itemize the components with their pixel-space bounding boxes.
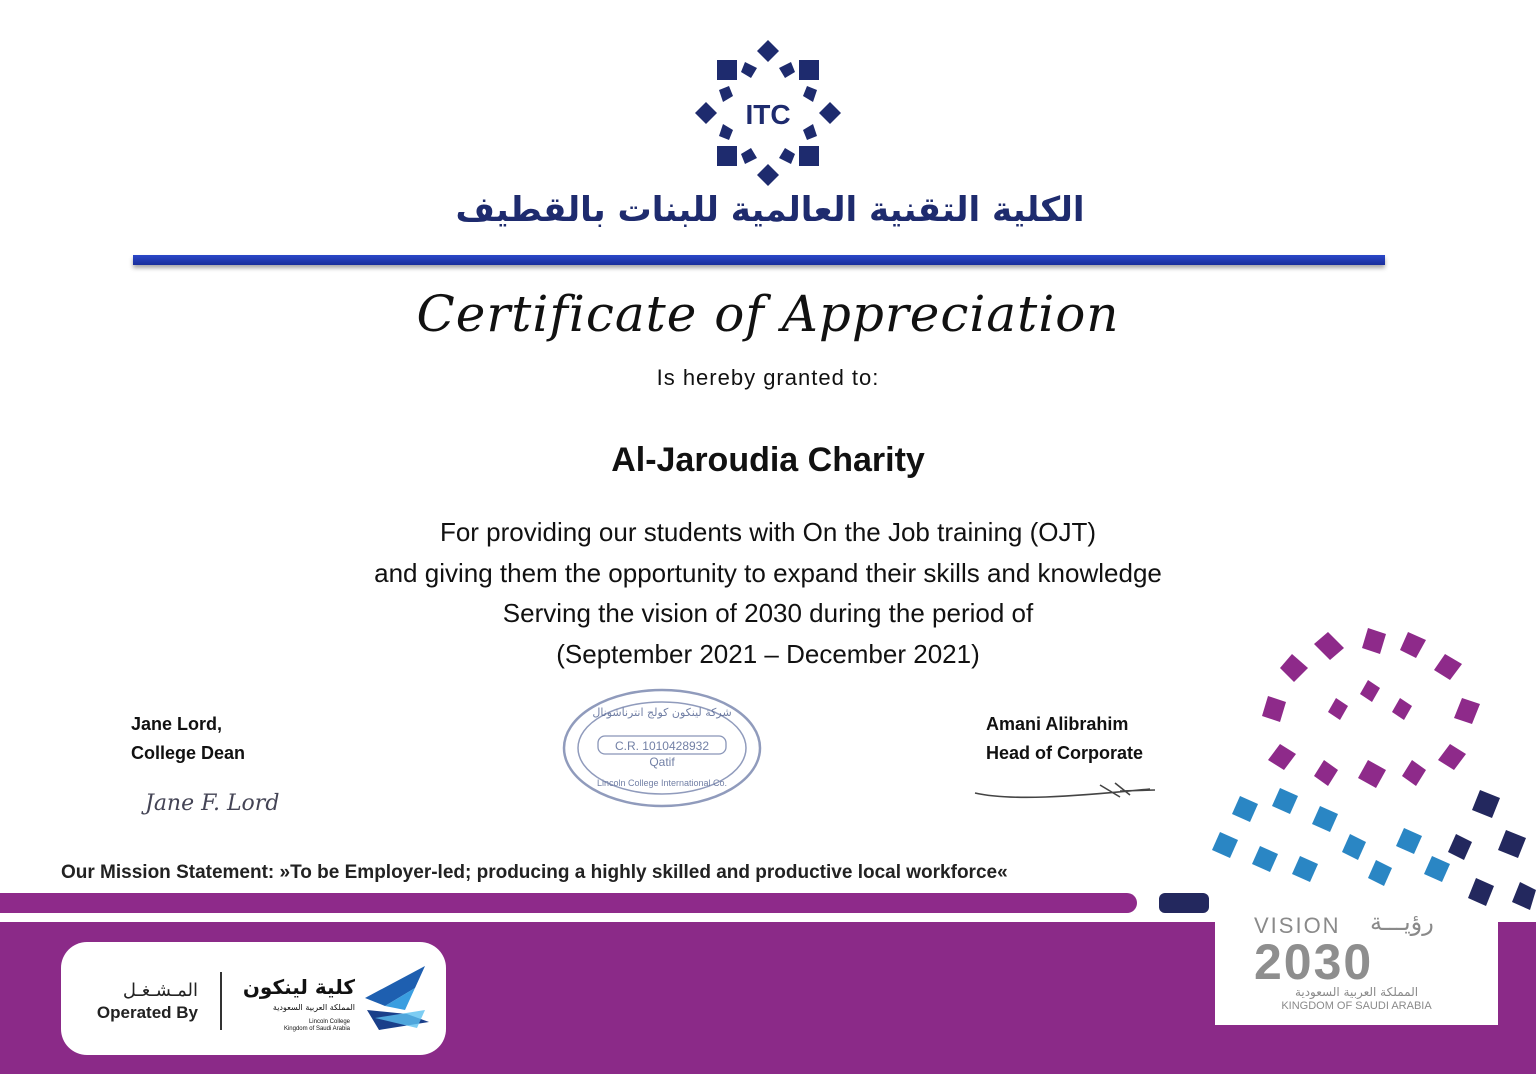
certificate-title: Certificate of Appreciation [416, 285, 1120, 343]
itc-logo [693, 38, 843, 188]
logo-text: ITC [745, 99, 791, 130]
logo-diamond-top [757, 40, 779, 62]
body-line: (September 2021 – December 2021) [556, 638, 980, 669]
stamp-cr: C.R. 1010428932 [614, 739, 710, 753]
signatory-name: Jane Lord, [131, 714, 223, 734]
stamp-english: Lincoln College International Co. [596, 778, 728, 788]
lincoln-college-country: Kingdom of Saudi Arabia [283, 1026, 350, 1032]
body-line: Serving the vision of 2030 during the period of [502, 598, 1034, 628]
logo-petal-3 [741, 148, 757, 164]
logo-square-br [799, 146, 819, 166]
operator-divider [220, 972, 222, 1030]
lincoln-college-name: Lincoln College [308, 1019, 350, 1025]
logo-square-bl [717, 146, 737, 166]
vision-pattern [1200, 620, 1536, 920]
vision-arabic-word: رؤيـــة [1370, 908, 1434, 936]
logo-petal-5 [719, 86, 733, 102]
logo-petal-1 [741, 62, 757, 78]
lincoln-college-arabic: كلية لينكون [242, 975, 355, 999]
logo-petal-2 [779, 62, 795, 78]
vision-english-subtitle: KINGDOM OF SAUDI ARABIA [1281, 1000, 1432, 1012]
signature-left-text: Jane F. Lord [145, 791, 280, 816]
logo-diamond-right [819, 102, 841, 124]
operated-by-arabic: المـشـغـل [122, 980, 198, 1001]
certificate-body [268, 512, 1268, 674]
logo-square-tr [799, 60, 819, 80]
logo-square-tl [717, 60, 737, 80]
company-stamp [560, 686, 765, 811]
logo-diamond-left [695, 102, 717, 124]
signatory-right [986, 710, 1143, 768]
vision-year: 2030 [1254, 934, 1374, 990]
signatory-left [131, 710, 245, 768]
logo-petal-4 [779, 148, 795, 164]
vision-word: VISION [1254, 913, 1341, 938]
lincoln-college-english [240, 1019, 350, 1033]
college-arabic-name: الكلية التقنية العالمية للبنات بالقطيف [455, 190, 1085, 230]
signature-right [970, 775, 1160, 810]
logo-petal-6 [803, 86, 817, 102]
operated-by-label: Operated By [96, 1003, 198, 1022]
body-line: For providing our students with On the Job training (OJT) [439, 517, 1097, 547]
mission-statement: Our Mission Statement: »To be Employer-led; producing a highly skilled and productive local workforce« [61, 862, 1008, 883]
signature-left [140, 775, 290, 825]
logo-diamond-bottom [757, 164, 779, 186]
lincoln-college-arabic-sub: المملكة العربية السعودية [272, 1003, 355, 1012]
header-divider [133, 255, 1385, 265]
signatory-title: Head of Corporate [986, 743, 1144, 763]
body-line: and giving them the opportunity to expand their skills and knowledge [374, 557, 1162, 588]
logo-petal-7 [719, 124, 733, 140]
purple-bar [0, 893, 1137, 913]
signatory-title: College Dean [131, 743, 246, 763]
recipient-name: Al-Jaroudia Charity [611, 441, 925, 479]
lincoln-college-logo [355, 958, 435, 1038]
granted-line: Is hereby granted to: [656, 365, 880, 390]
vision-arabic-subtitle: المملكة العربية السعودية [1294, 985, 1419, 999]
stamp-city: Qatif [649, 755, 675, 769]
signatory-name: Amani Alibrahim [986, 714, 1129, 734]
logo-petal-8 [803, 124, 817, 140]
stamp-arabic: شركة لينكون كولج انترناشونال [592, 706, 732, 719]
